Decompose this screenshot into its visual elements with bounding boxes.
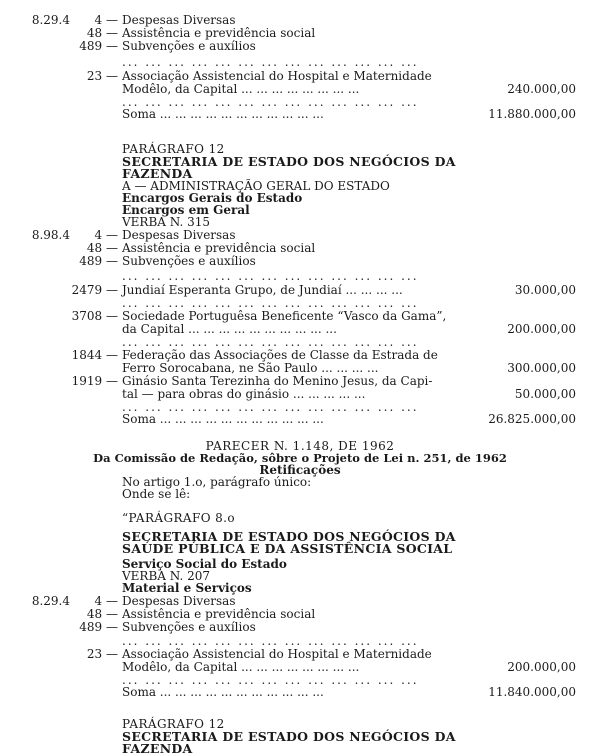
line-code-secondary: 48 — [86, 607, 118, 621]
document-line: No artigo 1.o, parágrafo único: [122, 475, 312, 489]
line-code-primary: 8.98.4 [31, 228, 70, 242]
line-amount: 200.000,00 [507, 660, 576, 674]
leader-dots-line: ... ... ... ... ... ... ... ... ... ... ... ... ... [122, 335, 419, 349]
document-line: Assistência e previdência social [122, 607, 316, 621]
document-line: Despesas Diversas [122, 228, 236, 242]
document-line: Soma ... ... ... ... ... ... ... ... ... ... ... [122, 685, 324, 699]
paragraph-heading: “PARÁGRAFO 8.o [122, 511, 236, 525]
line-code-secondary: 1919 — [71, 374, 118, 388]
section-heading: SECRETARIA DE ESTADO DOS NEGÓCIOS DA [122, 154, 456, 169]
document-line: Federação das Associações de Classe da Estrada de [122, 348, 438, 362]
section-heading: SECRETARIA DE ESTADO DOS NEGÓCIOS DA [122, 529, 456, 544]
paragraph-heading: PARÁGRAFO 12 [122, 717, 225, 731]
line-code-secondary: 23 — [86, 647, 118, 661]
document-line: da Capital ... ... ... ... ... ... ... ... ... ... [122, 322, 337, 336]
document-line: Associação Assistencial do Hospital e Maternidade [122, 69, 432, 83]
line-code-secondary: 48 — [86, 26, 118, 40]
leader-dots-line: ... ... ... ... ... ... ... ... ... ... ... ... ... [122, 673, 419, 687]
section-heading: SECRETARIA DE ESTADO DOS NEGÓCIOS DA [122, 729, 456, 744]
document-line: VERBA N. 207 [122, 569, 211, 583]
document-line: Modêlo, da Capital ... ... ... ... ... ... ... ... [122, 82, 360, 96]
line-amount: 30.000,00 [514, 283, 576, 297]
line-code-secondary: 489 — [79, 254, 118, 268]
document-line: A — ADMINISTRAÇÃO GERAL DO ESTADO [122, 179, 390, 193]
leader-dots-line: ... ... ... ... ... ... ... ... ... ... ... ... ... [122, 95, 419, 109]
document-line: Associação Assistencial do Hospital e Maternidade [122, 647, 432, 661]
document-line: tal — para obras do ginásio ... ... ... ... ... [122, 387, 366, 401]
line-code-secondary: 2479 — [71, 283, 118, 297]
document-line: Subvenções e auxílios [122, 254, 256, 268]
line-code-secondary: 489 — [79, 39, 118, 53]
line-amount: 11.880.000,00 [488, 107, 576, 121]
document-line: Ferro Sorocabana, ne São Paulo ... ... ... ... [122, 361, 379, 375]
document-line: Assistência e previdência social [122, 241, 316, 255]
paragraph-heading: PARÁGRAFO 12 [122, 142, 225, 156]
document-line: Despesas Diversas [122, 13, 236, 27]
line-code-primary: 8.29.4 [31, 594, 70, 608]
line-code-secondary: 489 — [79, 620, 118, 634]
line-code-secondary: 23 — [86, 69, 118, 83]
line-amount: 50.000,00 [514, 387, 576, 401]
parecer-subtitle: Da Comissão de Redação, sôbre o Projeto de Lei n. 251, de 1962 [93, 451, 507, 465]
line-amount: 11.840.000,00 [488, 685, 576, 699]
retificacoes-label: Retificações [259, 463, 341, 477]
document-line: Despesas Diversas [122, 594, 236, 608]
line-code-secondary: 4 — [94, 13, 118, 27]
document-line: VERBA N. 315 [122, 215, 211, 229]
document-line: Ginásio Santa Terezinha do Menino Jesus, da Capi- [122, 374, 433, 388]
leader-dots-line: ... ... ... ... ... ... ... ... ... ... ... ... ... [122, 296, 419, 310]
leader-dots-line: ... ... ... ... ... ... ... ... ... ... ... ... ... [122, 269, 419, 283]
line-code-secondary: 1844 — [71, 348, 118, 362]
line-code-primary: 8.29.4 [31, 13, 70, 27]
section-heading: SAÚDE PÚBLICA E DA ASSISTÊNCIA SOCIAL [122, 541, 453, 556]
line-amount: 200.000,00 [507, 322, 576, 336]
document-line: Jundiaí Esperanta Grupo, de Jundiaí ... ... ... ... [122, 283, 403, 297]
line-amount: 240.000,00 [507, 82, 576, 96]
subheading: Material e Serviços [122, 581, 252, 595]
leader-dots-line: ... ... ... ... ... ... ... ... ... ... ... ... ... [122, 634, 419, 648]
line-code-secondary: 3708 — [71, 309, 118, 323]
line-amount: 300.000,00 [507, 361, 576, 375]
document-line: Onde se lê: [122, 487, 191, 501]
document-line: Subvenções e auxílios [122, 39, 256, 53]
document-line: Subvenções e auxílios [122, 620, 256, 634]
line-amount: 26.825.000,00 [488, 412, 576, 426]
leader-dots-line: ... ... ... ... ... ... ... ... ... ... ... ... ... [122, 400, 419, 414]
section-heading: FAZENDA [122, 741, 193, 756]
document-line: Soma ... ... ... ... ... ... ... ... ... ... ... [122, 107, 324, 121]
section-heading: FAZENDA [122, 166, 193, 181]
line-code-secondary: 4 — [94, 594, 118, 608]
document-line: Assistência e previdência social [122, 26, 316, 40]
line-code-secondary: 48 — [86, 241, 118, 255]
line-code-secondary: 4 — [94, 228, 118, 242]
leader-dots-line: ... ... ... ... ... ... ... ... ... ... ... ... ... [122, 55, 419, 69]
document-line: Modêlo, da Capital ... ... ... ... ... ... ... ... [122, 660, 360, 674]
parecer-title: PARECER N. 1.148, DE 1962 [205, 439, 395, 453]
subheading: Encargos Gerais do Estado [122, 191, 303, 205]
subheading: Encargos em Geral [122, 203, 250, 217]
document-line: Sociedade Portuguêsa Beneficente “Vasco da Gama”, [122, 309, 447, 323]
subheading: Serviço Social do Estado [122, 557, 287, 571]
document-line: Soma ... ... ... ... ... ... ... ... ... ... ... [122, 412, 324, 426]
